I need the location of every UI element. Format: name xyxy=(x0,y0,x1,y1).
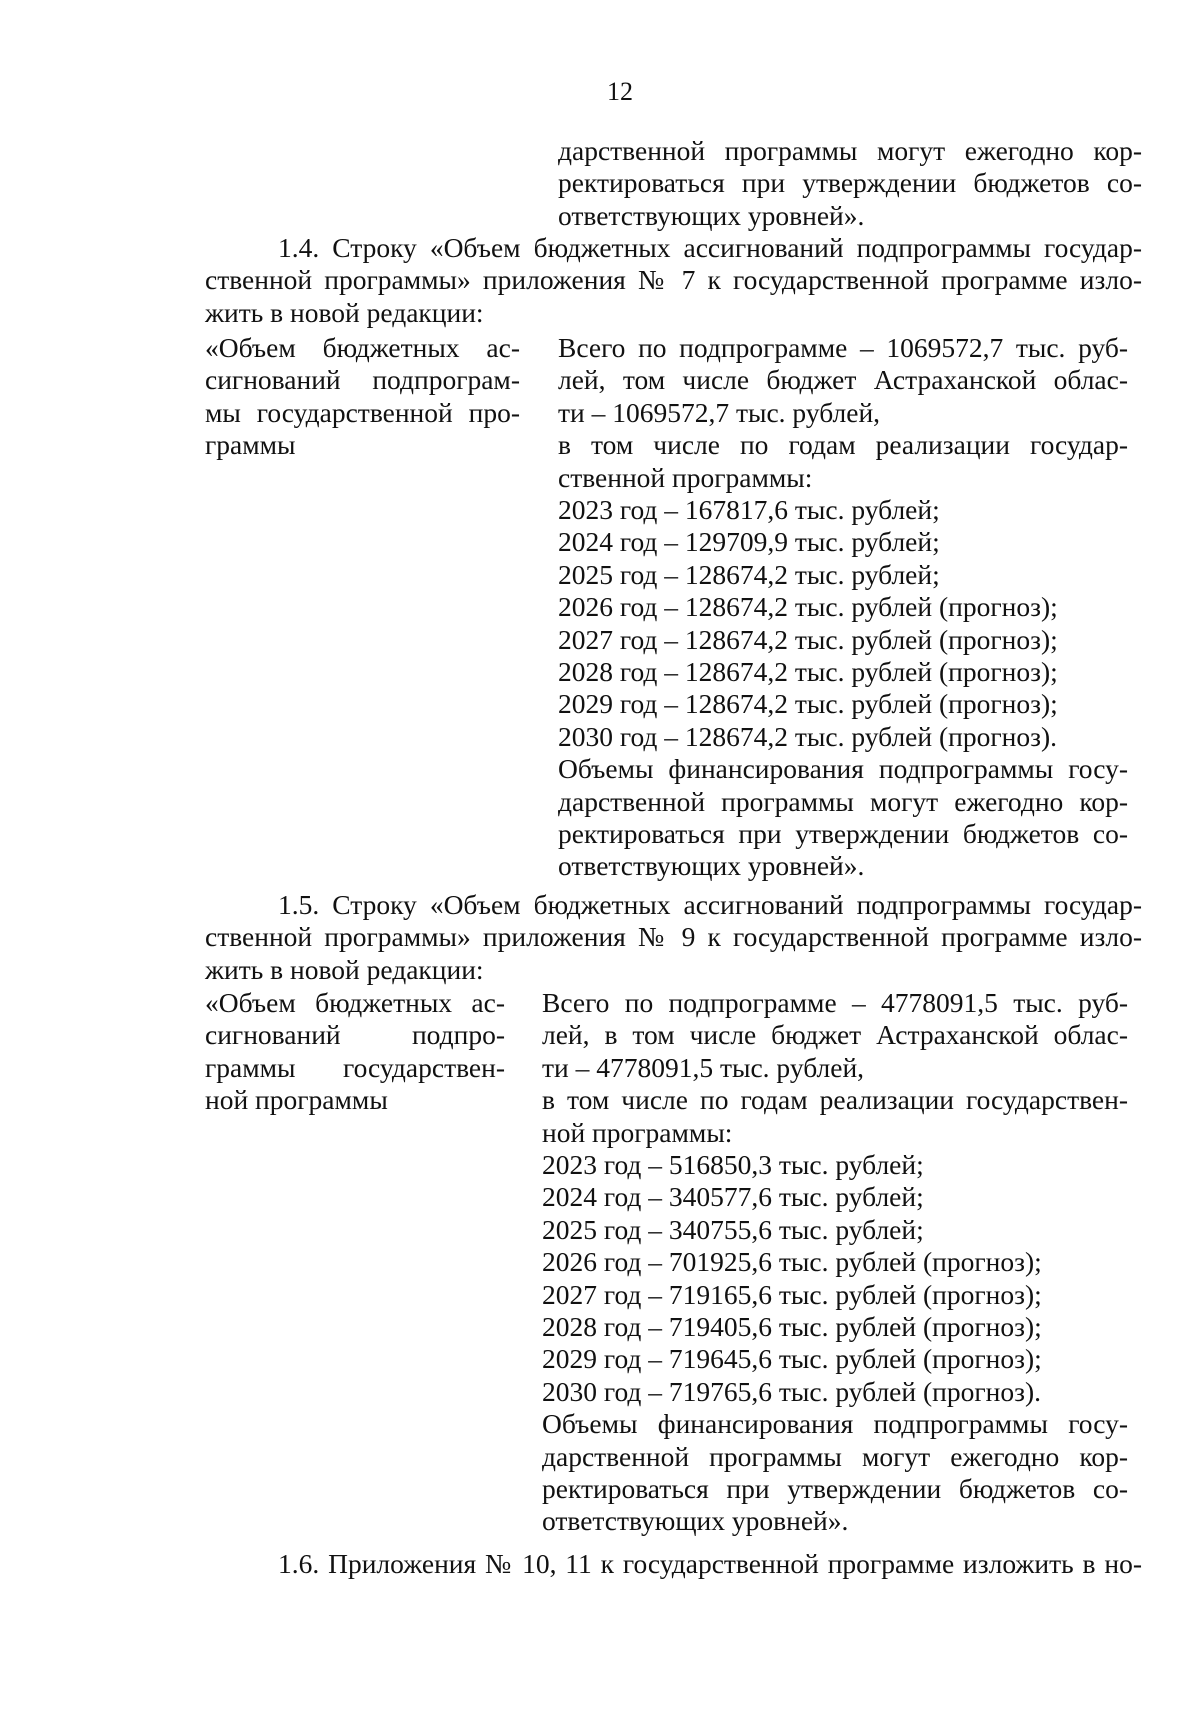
text-line: в том числе по годам реализации государ- xyxy=(558,429,1128,461)
text-line: Объемы финансирования подпрограммы госу- xyxy=(542,1408,1128,1440)
text-line: дарственной программы могут ежегодно кор- xyxy=(542,1440,1128,1472)
text-line: ственной программы» приложения № 9 к государственной программе изло- xyxy=(205,921,1142,953)
text-line: лей, том числе бюджет Астраханской облас- xyxy=(558,364,1128,396)
text-line: мы государственной про- xyxy=(205,396,520,428)
text-line: ной программы: xyxy=(542,1116,733,1148)
text-line: 2025 год – 340755,6 тыс. рублей; xyxy=(542,1213,924,1245)
text-line: 2027 год – 719165,6 тыс. рублей (прогноз); xyxy=(542,1278,1042,1310)
text-line: ответствующих уровней». xyxy=(558,199,865,231)
text-line: дарственной программы могут ежегодно кор- xyxy=(558,135,1142,166)
text-line: 2023 год – 516850,3 тыс. рублей; xyxy=(542,1149,924,1180)
text-line: 2026 год – 701925,6 тыс. рублей (прогноз); xyxy=(542,1246,1042,1278)
text-line: ректироваться при утверждении бюджетов со- xyxy=(558,167,1142,199)
text-line: 2024 год – 129709,9 тыс. рублей; xyxy=(558,526,940,558)
text-line: 2027 год – 128674,2 тыс. рублей (прогноз); xyxy=(558,623,1058,655)
page-number: 12 xyxy=(607,77,633,106)
text-line: 2029 год – 719645,6 тыс. рублей (прогноз); xyxy=(542,1343,1042,1375)
text-line: сигнований подпрограм- xyxy=(205,364,520,396)
text-line: 2026 год – 128674,2 тыс. рублей (прогноз); xyxy=(558,591,1058,623)
text-line: «Объем бюджетных ас- xyxy=(205,987,505,1018)
text-line: ректироваться при утверждении бюджетов со- xyxy=(542,1473,1128,1504)
text-line: Всего по подпрограмме – 1069572,7 тыс. руб- xyxy=(558,332,1128,363)
text-line: сигнований подпро- xyxy=(205,1019,505,1051)
text-line: ответствующих уровней». xyxy=(558,850,865,882)
text-line: 1.4. Строку «Объем бюджетных ассигнований подпрограммы государ- xyxy=(278,232,1142,263)
text-line: 2025 год – 128674,2 тыс. рублей; xyxy=(558,558,940,590)
text-line: ти – 4778091,5 тыс. рублей, xyxy=(542,1051,865,1083)
text-line: граммы xyxy=(205,429,296,461)
text-line: граммы государствен- xyxy=(205,1051,505,1083)
text-line: лей, в том числе бюджет Астраханской облас- xyxy=(542,1019,1128,1051)
text-line: Объемы финансирования подпрограммы госу- xyxy=(558,753,1128,785)
text-line: 2028 год – 719405,6 тыс. рублей (прогноз); xyxy=(542,1311,1042,1342)
text-line: 2029 год – 128674,2 тыс. рублей (прогноз); xyxy=(558,688,1058,720)
text-line: 2023 год – 167817,6 тыс. рублей; xyxy=(558,494,940,525)
text-line: ственной программы» приложения № 7 к государственной программе изло- xyxy=(205,264,1142,296)
text-line: в том числе по годам реализации государствен- xyxy=(542,1084,1128,1116)
text-line: жить в новой редакции: xyxy=(205,296,484,328)
text-line: ственной программы: xyxy=(558,461,813,493)
text-line: жить в новой редакции: xyxy=(205,953,484,985)
text-line: 2030 год – 128674,2 тыс. рублей (прогноз). xyxy=(558,720,1057,752)
text-line: 2024 год – 340577,6 тыс. рублей; xyxy=(542,1181,924,1213)
text-line: 2028 год – 128674,2 тыс. рублей (прогноз); xyxy=(558,656,1058,687)
text-line: 2030 год – 719765,6 тыс. рублей (прогноз). xyxy=(542,1375,1041,1407)
text-line: ной программы xyxy=(205,1084,388,1116)
text-line: 1.5. Строку «Объем бюджетных ассигнований подпрограммы государ- xyxy=(278,889,1142,920)
text-line: 1.6. Приложения № 10, 11 к государственной программе изложить в но- xyxy=(278,1548,1142,1579)
text-line: ответствующих уровней». xyxy=(542,1505,849,1537)
text-line: ти – 1069572,7 тыс. рублей, xyxy=(558,396,881,428)
text-line: «Объем бюджетных ас- xyxy=(205,332,520,363)
text-line: Всего по подпрограмме – 4778091,5 тыс. руб- xyxy=(542,987,1128,1018)
text-line: ректироваться при утверждении бюджетов со- xyxy=(558,818,1128,849)
text-line: дарственной программы могут ежегодно кор- xyxy=(558,785,1128,817)
